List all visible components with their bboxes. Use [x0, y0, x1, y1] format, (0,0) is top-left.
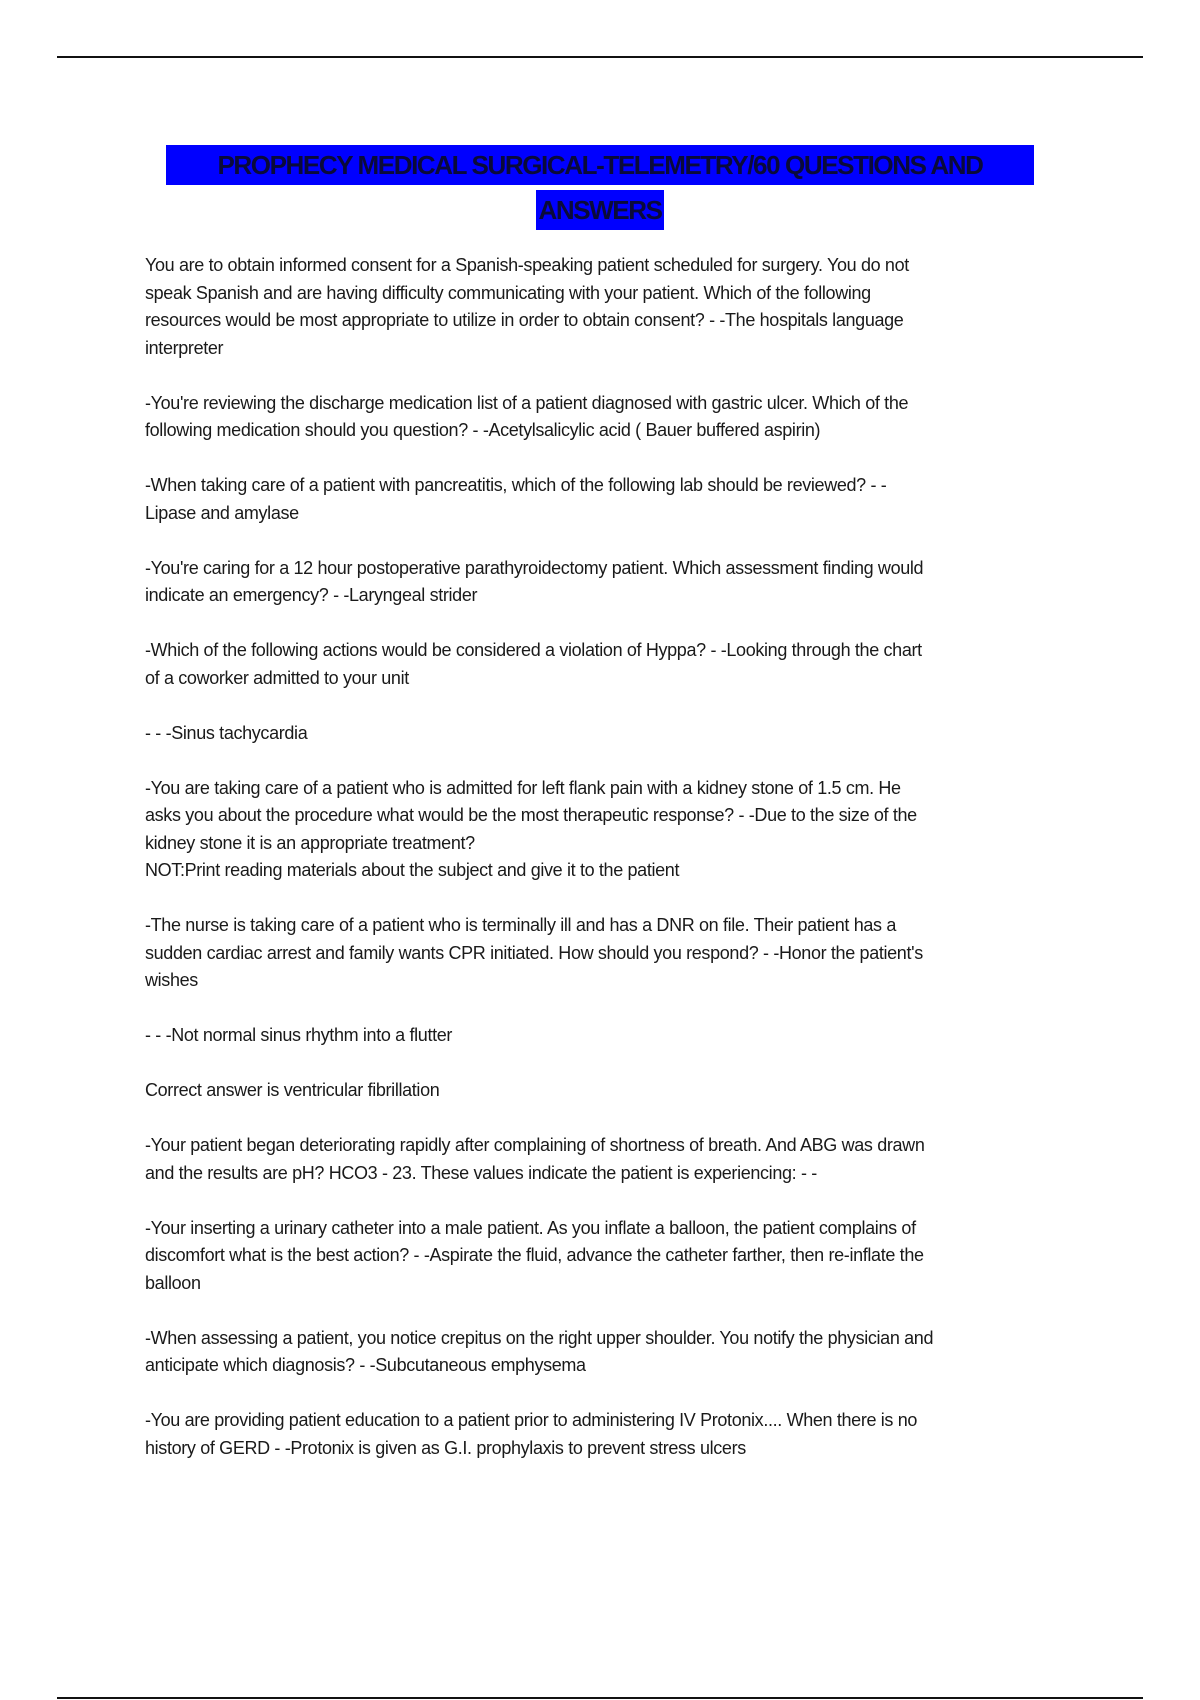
text-line: speak Spanish and are having difficulty communicating with your patient. Which of the following [145, 282, 871, 303]
qa-paragraph [145, 1407, 1095, 1462]
qa-paragraph [145, 555, 1095, 610]
qa-paragraph [145, 390, 1095, 445]
title-line-2: ANSWERS [536, 190, 663, 230]
text-line: You are to obtain informed consent for a Spanish-speaking patient scheduled for surgery. You do not [145, 255, 909, 275]
text-line: -When assessing a patient, you notice crepitus on the right upper shoulder. You notify the physician and [145, 1327, 934, 1348]
text-line: -When taking care of a patient with pancreatitis, which of the following lab should be reviewed? - - [145, 475, 887, 495]
text-line: discomfort what is the best action? - -Aspirate the fluid, advance the catheter farther, then re-inflate the [145, 1245, 924, 1265]
qa-paragraph [145, 252, 1095, 362]
text-line: of a coworker admitted to your unit [145, 667, 409, 688]
text-line: history of GERD - -Protonix is given as G.I. prophylaxis to prevent stress ulcers [145, 1437, 746, 1458]
text-line: wishes [145, 970, 198, 990]
qa-paragraph [145, 912, 1095, 995]
text-line: -You're caring for a 12 hour postoperative parathyroidectomy patient. Which assessment finding would [145, 557, 924, 578]
text-line: Correct answer is ventricular fibrillation [145, 1080, 440, 1100]
text-line: following medication should you question? - -Acetylsalicylic acid ( Bauer buffered aspirin) [145, 420, 821, 440]
text-line: - - -Sinus tachycardia [145, 722, 308, 743]
text-line: -Your inserting a urinary catheter into a male patient. As you inflate a balloon, the patient complains of [145, 1217, 916, 1238]
qa-paragraph [145, 720, 1095, 748]
qa-paragraph [145, 775, 1095, 885]
text-line: asks you about the procedure what would be the most therapeutic response? - -Due to the size of the [145, 805, 917, 825]
document-title [0, 145, 1200, 230]
title-line-1: PROPHECY MEDICAL SURGICAL-TELEMETRY/60 QUESTIONS AND [166, 145, 1034, 185]
qa-paragraph [145, 1022, 1095, 1050]
text-line: - - -Not normal sinus rhythm into a flutter [145, 1025, 453, 1045]
text-line: kidney stone it is an appropriate treatment? [145, 832, 475, 853]
text-line: indicate an emergency? - -Laryngeal strider [145, 585, 478, 605]
text-line: and the results are pH? HCO3 - 23. These values indicate the patient is experiencing: - - [145, 1162, 817, 1183]
qa-paragraph [145, 637, 1095, 692]
text-line: NOT:Print reading materials about the subject and give it to the patient [145, 860, 680, 880]
document-body [145, 252, 1095, 1490]
text-line: interpreter [145, 337, 224, 358]
text-line: -Which of the following actions would be considered a violation of Hyppa? - -Looking through the chart [145, 640, 922, 660]
text-line: anticipate which diagnosis? - -Subcutaneous emphysema [145, 1355, 586, 1375]
text-line: balloon [145, 1272, 201, 1293]
qa-paragraph [145, 472, 1095, 527]
qa-paragraph [145, 1077, 1095, 1105]
qa-paragraph [145, 1132, 1095, 1187]
text-line: -You're reviewing the discharge medication list of a patient diagnosed with gastric ulcer. Which of the [145, 392, 909, 413]
footer-rule [57, 1697, 1143, 1699]
text-line: -You are taking care of a patient who is admitted for left flank pain with a kidney stone of 1.5 cm. He [145, 777, 901, 798]
qa-paragraph [145, 1325, 1095, 1380]
text-line: sudden cardiac arrest and family wants CPR initiated. How should you respond? - -Honor the patient's [145, 942, 923, 963]
text-line: resources would be most appropriate to utilize in order to obtain consent? - -The hospitals language [145, 310, 904, 330]
text-line: -Your patient began deteriorating rapidly after complaining of shortness of breath. And ABG was drawn [145, 1135, 925, 1155]
header-rule [57, 56, 1143, 58]
qa-paragraph [145, 1215, 1095, 1298]
text-line: -You are providing patient education to a patient prior to administering IV Protonix.... When there is no [145, 1410, 918, 1430]
text-line: -The nurse is taking care of a patient who is terminally ill and has a DNR on file. Their patient has a [145, 915, 897, 935]
text-line: Lipase and amylase [145, 502, 299, 523]
